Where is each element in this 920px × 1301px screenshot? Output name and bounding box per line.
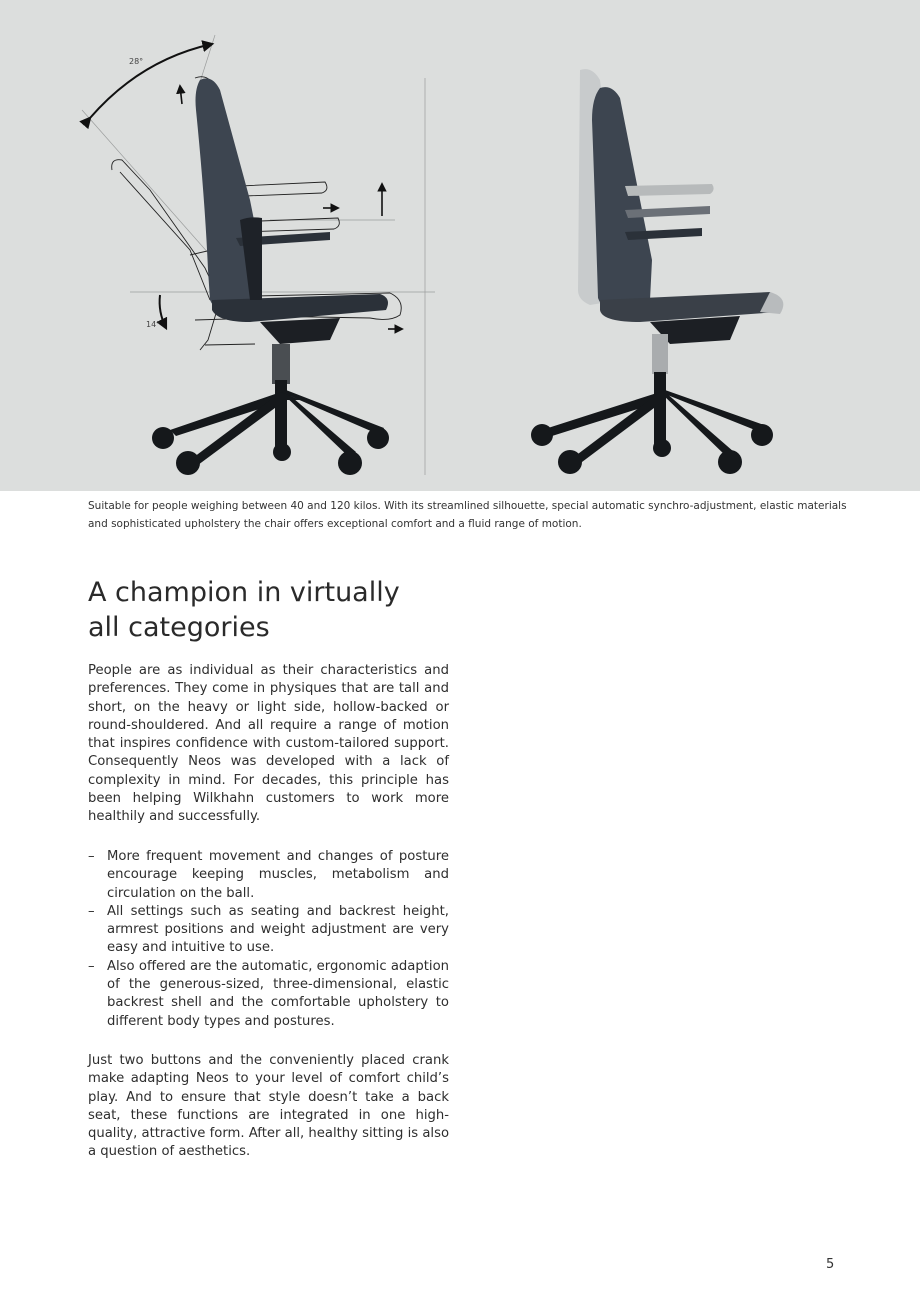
backrest-angle-arrow — [90, 44, 212, 118]
heading-line-2: all categories — [88, 612, 270, 643]
bullet-dash: – — [88, 849, 95, 864]
hero-image — [0, 0, 920, 491]
backrest-angle-label: 28° — [129, 57, 144, 66]
list-item — [88, 958, 449, 1031]
up-arrow-icon — [180, 86, 182, 104]
bullet-dash: – — [88, 958, 95, 974]
chair-right — [531, 69, 783, 474]
list-item — [88, 848, 449, 903]
heading-line-1: A champion in virtually — [88, 577, 400, 608]
list-item-text: More frequent movement and changes of posture encourage keeping muscles, metabolism and circulation on the ball. — [107, 849, 449, 901]
seat-angle-arrow — [160, 295, 166, 328]
chair-left — [152, 78, 389, 475]
list-item-text: Also offered are the automatic, ergonomic adaption of the generous-sized, three-dimensional, elastic backrest shell and the comfortable upholstery to different body types and postures. — [107, 958, 449, 1029]
chair-illustration — [0, 0, 920, 491]
section-heading — [88, 575, 508, 645]
closing-paragraph: Just two buttons and the conveniently placed crank make adapting Neos to your level of comfort child’s play. And to ensure that style doesn’t take a back seat, these functions are integrated in one high-quality, attractive form. After all, healthy sitting is also a question of aesthetics. — [88, 1053, 450, 1160]
bullet-dash: – — [88, 903, 95, 919]
seat-angle-label: 14° — [146, 320, 161, 329]
list-item — [88, 903, 449, 958]
image-caption: Suitable for people weighing between 40 and 120 kilos. With its streamlined silhouette, special automatic synchro-adjustment, elastic materials and sophisticated upholstery the chair offers exceptional comfort and a fluid range of motion. — [88, 500, 847, 530]
page-number: 5 — [826, 1257, 835, 1272]
intro-paragraph: People are as individual as their characteristics and preferences. They come in physiques that are tall and short, on the heavy or light side, hollow-backed or round-shouldered. And all require a range of motion that inspires confidence with custom-tailored support. Consequently Neos was developed with a lack of complexity in mind. For decades, this principle has been helping Wilkhahn customers to work more healthily and successfully. — [88, 663, 449, 825]
feature-list — [88, 848, 449, 1031]
list-item-text: All settings such as seating and backrest height, armrest positions and weight adjustment are very easy and intuitive to use. — [107, 903, 449, 956]
